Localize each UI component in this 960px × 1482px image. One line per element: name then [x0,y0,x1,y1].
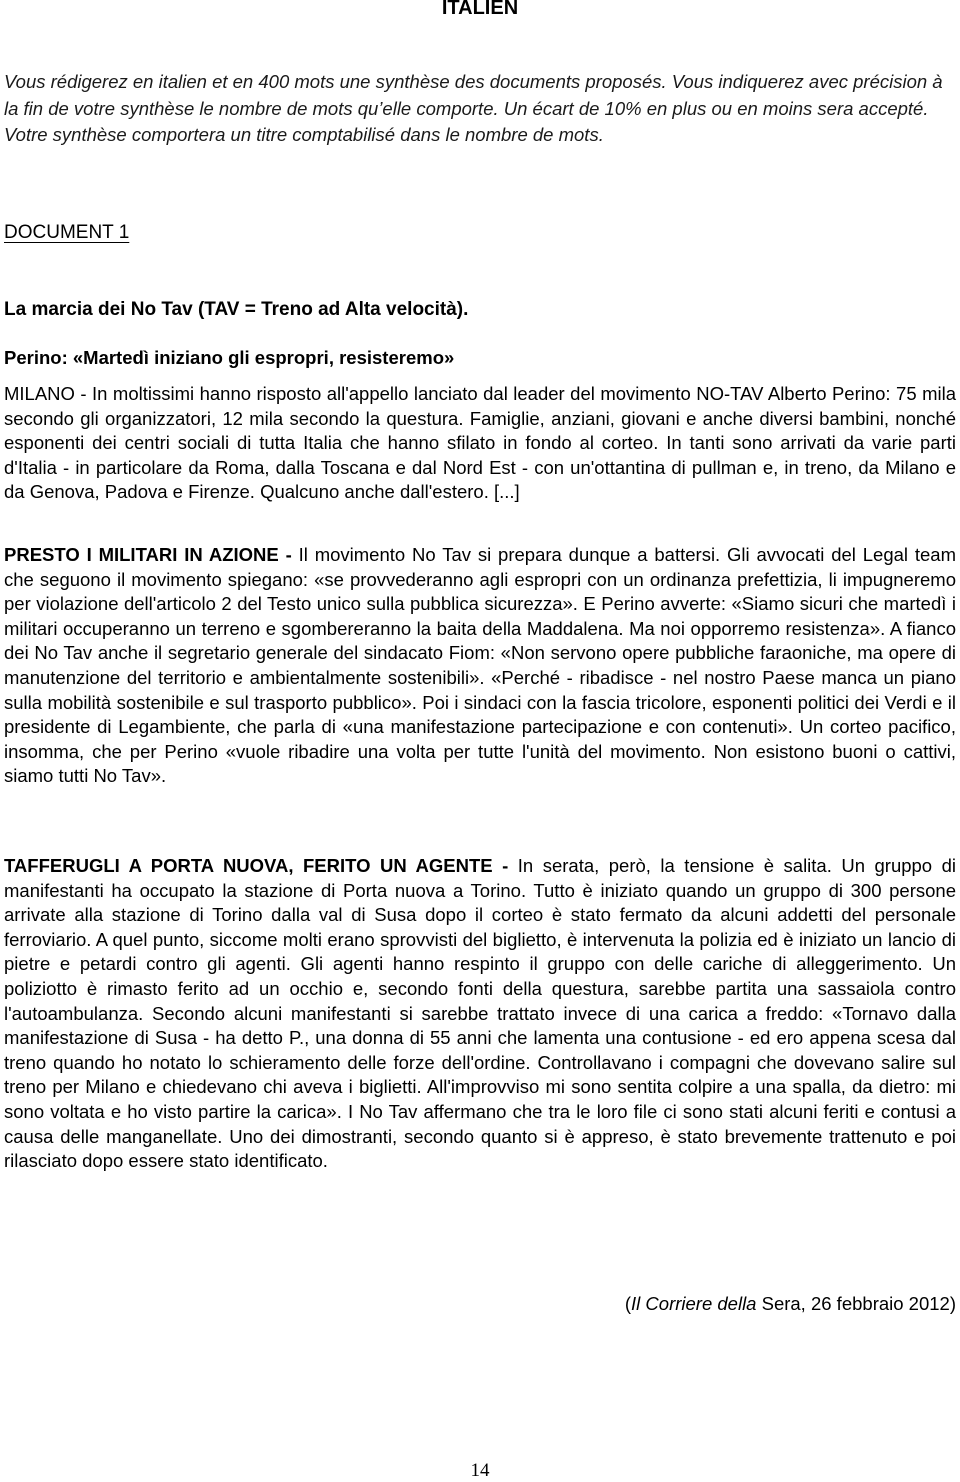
instructions-text: Vous rédigerez en italien et en 400 mots une synthèse des documents proposés. Vous indiquerez avec précision à la fin de votre synthèse le nombre de mots qu’elle comporte. Un écart de 10% en plus ou en moins sera accepté. Votre synthèse comportera un titre comptabilisé dans le nombre de mots. [4,71,943,145]
section-heading-military: PRESTO I MILITARI IN AZIONE - [4,544,292,565]
article-paragraph-3 [4,854,956,1174]
page-heading: ITALIEN [441,0,519,19]
article-subtitle: Perino: «Martedì iniziano gli espropri, resisteremo» [4,347,455,368]
source-citation [625,1292,956,1316]
article-paragraph-2 [4,543,956,789]
article-paragraph-1: MILANO - In moltissimi hanno risposto all'appello lanciato dal leader del movimento NO-TAV Alberto Perino: 75 mila secondo gli organizzatori, 12 mila secondo la questura. Famiglie, anziani, giovani e anche diversi bambini, nonché esponenti dei centri sociali di tutta Italia che hanno sfilato in fondo al corteo. In tanti sono arrivati da varie parti d'Italia - in particolare da Roma, dalla Toscana e dal Nord Est - con un'ottantina di pullman e, in treno, da Milano e da Genova, Padova e Firenze. Qualcuno anche dall'estero. [...] [4,383,956,503]
page-number: 14 [470,1460,490,1481]
section-heading-clashes: TAFFERUGLI A PORTA NUOVA, FERITO UN AGENTE - [4,855,509,876]
citation-open: ( [624,1293,632,1314]
citation-source: Il Corriere della [631,1293,757,1314]
paragraph-3-text: In serata, però, la tensione è salita. Un gruppo di manifestanti ha occupato la stazione di Porta nuova a Torino. Tutto è iniziato quando un gruppo di 300 persone arrivate alla stazione di Torino dalla val di Susa dopo il corteo è stato fermato da alcuni addetti del personale ferroviario. A quel punto, siccome molti erano sprovvisti del biglietto, è intervenuta la polizia ed è iniziato un lancio di pietre e petardi contro gli agenti. Gli agenti hanno respinto il gruppo con delle cariche di alleggerimento. Un poliziotto è rimasto ferito ad un occhio e, secondo fonti della questura, sarebbe partita una sassaiola contro l'autoambulanza. Secondo alcuni manifestanti si sarebbe trattato invece di una carica a freddo: «Tornavo dalla manifestazione di Susa - ha detto P., una donna di 55 anni che lamenta una contusione - ed ero appena scesa dal treno quando ho notato lo schieramento delle forze dell'ordine. Controllavano i compagni che dovevano salire sul treno per Milano e chiedevano chi aveva i biglietti. All'improvviso mi sono sentita colpire a una spalla, da dietro: mi sono voltata e ho visto partire la carica». I No Tav affermano che tra le loro file ci sono stati alcuni feriti e contusi a causa delle manganellate. Uno dei dimostranti, secondo quanto si è appreso, è stato brevemente trattenuto e poi rilasciato dopo essere stato identificato. [4,855,956,1172]
citation-rest: Sera, 26 febbraio 2012) [756,1293,956,1314]
document-label: DOCUMENT 1 [4,222,130,243]
document-title: La marcia dei No Tav (TAV = Treno ad Alta velocità). [4,299,469,320]
paragraph-2-text: Il movimento No Tav si prepara dunque a battersi. Gli avvocati del Legal team che seguono il movimento spiegano: «se provvederanno agli espropri con un ordinanza prefettizia, li impugneremo per violazione dell'articolo 2 del Testo unico sulla pubblica sicurezza». E Perino avverte: «Siamo sicuri che martedì i militari occuperanno un terreno e sgombereranno la baita della Maddalena. Ma noi opporremo resistenza». A fianco dei No Tav anche il segretario generale del sindacato Fiom: «Non servono opere pubbliche faraoniche, ma opere di manutenzione del territorio e ambientalmente sostenibili». «Perché - ribadisce - nel nostro Paese manca un piano sulla mobilità sostenibile e sul trasporto pubblico». Poi i sindaci con la fascia tricolore, esponenti politici dei Verdi e il presidente di Legambiente, che parla di «una manifestazione partecipazione e con contenuti». Un corteo pacifico, insomma, che per Perino «vuole ribadire una volta per tutte l'unità del movimento. Non esistono buoni o cattivi, siamo tutti No Tav». [4,544,956,787]
